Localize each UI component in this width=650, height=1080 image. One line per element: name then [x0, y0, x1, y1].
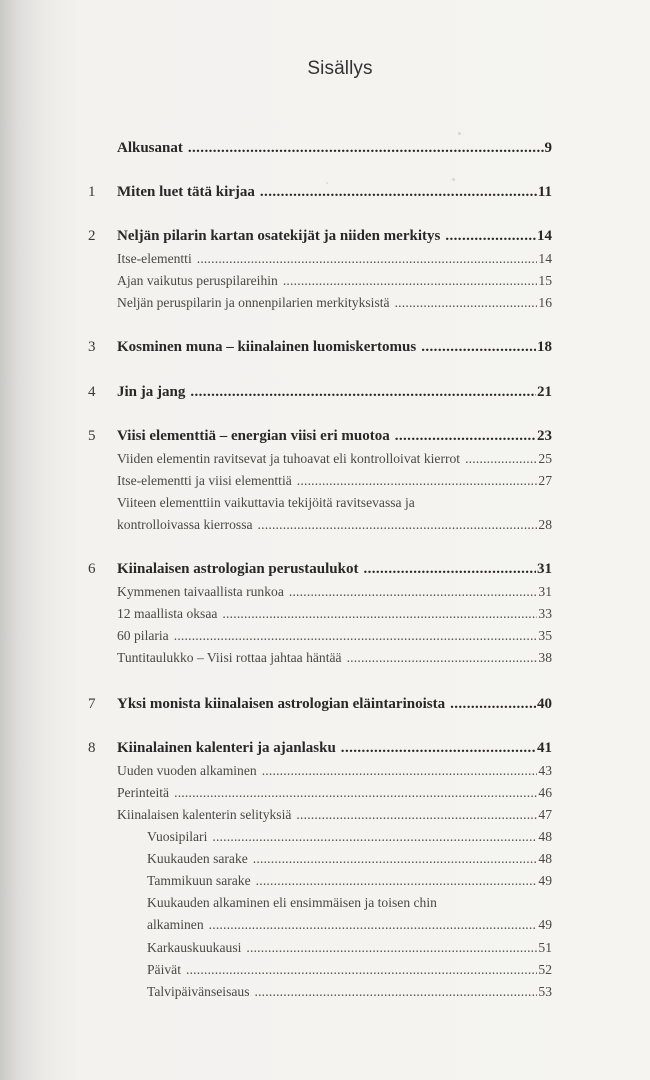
dot-leader [421, 339, 536, 356]
toc-entry-page: 11 [537, 184, 552, 200]
toc-entry-chapter-5[interactable] [88, 428, 552, 448]
dot-leader [209, 917, 538, 933]
toc-entry-title: Itse-elementti [117, 251, 192, 266]
toc-entry-title: Vuosipilari [147, 829, 208, 844]
toc-entry-title: Miten luet tätä kirjaa [117, 184, 255, 200]
toc-entry-subsection[interactable] [147, 940, 552, 960]
toc-entry-page: 40 [537, 696, 552, 712]
toc-entry-title: kontrolloivassa kierrossa [117, 517, 253, 532]
dot-leader [296, 807, 537, 823]
dot-leader [363, 561, 536, 578]
chapter-number: 3 [88, 339, 96, 355]
toc-entry-title: Kiinalaisen kalenterin selityksiä [117, 807, 292, 822]
toc-entry-chapter-2[interactable] [88, 228, 552, 248]
toc-entry-page: 48 [538, 851, 552, 866]
toc-entry-page: 52 [538, 962, 552, 977]
toc-entry-title: Kymmenen taivaallista runkoa [117, 584, 284, 599]
toc-entry-page: 21 [537, 384, 552, 400]
dot-leader [289, 584, 538, 600]
toc-entry-section[interactable] [117, 785, 552, 805]
toc-entry-page: 48 [538, 829, 552, 844]
toc-entry-title: Neljän pilarin kartan osatekijät ja niiden merkitys [117, 228, 441, 244]
dot-leader [256, 873, 538, 889]
toc-entry-subsection[interactable] [147, 962, 552, 982]
toc-entry-subsection[interactable] [147, 984, 552, 1004]
chapter-number: 2 [88, 228, 96, 244]
toc-entry-page: 14 [537, 228, 552, 244]
dot-leader [395, 428, 536, 445]
dot-leader [260, 184, 537, 201]
toc-entry-page: 31 [538, 584, 552, 599]
toc-entry-title: Viisi elementtiä – energian viisi eri muotoa [117, 428, 390, 444]
page-title: Sisällys [307, 58, 373, 79]
dot-leader [283, 273, 538, 289]
toc-entry-section[interactable] [117, 763, 552, 783]
chapter-number: 4 [88, 384, 96, 400]
toc-entry-section[interactable] [117, 517, 552, 537]
toc-entry-title: Viiteen elementtiin vaikuttavia tekijöitä ravitsevassa ja [117, 495, 415, 510]
dot-leader [197, 251, 538, 267]
chapter-number: 6 [88, 561, 96, 577]
toc-entry-chapter-1[interactable] [88, 184, 552, 204]
toc-entry-subsection[interactable] [147, 851, 552, 871]
toc-entry-title: Uuden vuoden alkaminen [117, 763, 257, 778]
paper-speck [458, 132, 461, 135]
toc-entry-title: Päivät [147, 962, 181, 977]
toc-entry-section[interactable] [117, 606, 552, 626]
toc-entry-page: 49 [538, 873, 552, 888]
chapter-number: 1 [88, 184, 96, 200]
toc-entry-section[interactable] [117, 473, 552, 493]
dot-leader [262, 763, 538, 779]
dot-leader [450, 696, 536, 713]
chapter-number: 7 [88, 696, 96, 712]
toc-entry-subsection[interactable] [147, 917, 552, 937]
toc-entry-subsection[interactable] [147, 829, 552, 849]
toc-entry-subsection-wrapped[interactable] [147, 895, 552, 915]
dot-leader [188, 140, 544, 157]
toc-entry-page: 41 [537, 740, 552, 756]
dot-leader [445, 228, 536, 245]
dot-leader [174, 628, 538, 644]
dot-leader [254, 984, 537, 1000]
toc-entry-section[interactable] [117, 251, 552, 271]
toc-entry-page: 23 [537, 428, 552, 444]
toc-entry-section[interactable] [117, 273, 552, 293]
toc-entry-page: 33 [538, 606, 552, 621]
toc-entry-chapter-8[interactable] [88, 740, 552, 760]
dot-leader [174, 785, 537, 801]
toc-entry-title: Kuukauden alkaminen eli ensimmäisen ja toisen chin [147, 895, 437, 910]
dot-leader [297, 473, 538, 489]
toc-entry-title: Karkauskuukausi [147, 940, 242, 955]
toc-entry-section[interactable] [117, 451, 552, 471]
toc-entry-page: 14 [538, 251, 552, 266]
toc-entry-page: 43 [538, 763, 552, 778]
chapter-number: 8 [88, 740, 96, 756]
toc-entry-page: 46 [538, 785, 552, 800]
toc-entry-title: Perinteitä [117, 785, 170, 800]
toc-entry-title: Yksi monista kiinalaisen astrologian eläintarinoista [117, 696, 446, 712]
toc-entry-page: 51 [538, 940, 552, 955]
toc-entry-page: 15 [538, 273, 552, 288]
toc-entry-chapter-4[interactable] [88, 384, 552, 404]
toc-entry-title: Tuntitaulukko – Viisi rottaa jahtaa häntää [117, 650, 342, 665]
toc-entry-title: alkaminen [147, 917, 204, 932]
toc-entry-page: 35 [538, 628, 552, 643]
toc-entry-section[interactable] [117, 584, 552, 604]
toc-entry-page: 9 [544, 140, 552, 156]
toc-entry-page: 18 [537, 339, 552, 355]
toc-entry-title: Kiinalaisen astrologian perustaulukot [117, 561, 359, 577]
toc-entry-title: Ajan vaikutus peruspilareihin [117, 273, 278, 288]
toc-entry-section[interactable] [117, 807, 552, 827]
toc-entry-title: Neljän peruspilarin ja onnenpilarien merkityksistä [117, 295, 390, 310]
toc-entry-page: 38 [538, 650, 552, 665]
toc-entry-page: 27 [538, 473, 552, 488]
toc-entry-subsection[interactable] [147, 873, 552, 893]
dot-leader [258, 517, 538, 533]
chapter-number: 5 [88, 428, 96, 444]
toc-entry-page: 47 [538, 807, 552, 822]
toc-entry-page: 28 [538, 517, 552, 532]
toc-entry-title: 12 maallista oksaa [117, 606, 218, 621]
toc-entry-section[interactable] [117, 628, 552, 648]
toc-entry-title: 60 pilaria [117, 628, 169, 643]
dot-leader [341, 740, 536, 757]
paper-speck [326, 182, 328, 184]
toc-entry-page: 53 [538, 984, 552, 999]
toc-entry-title: Kosminen muna – kiinalainen luomiskertomus [117, 339, 417, 355]
toc-entry-page: 31 [537, 561, 552, 577]
dot-leader [222, 606, 537, 622]
toc-entry-page: 49 [538, 917, 552, 932]
toc-entry-section[interactable] [117, 650, 552, 670]
toc-entry-title: Talvipäivänseisaus [147, 984, 250, 999]
toc-entry-foreword[interactable] [117, 140, 552, 160]
toc-entry-title: Kiinalainen kalenteri ja ajanlasku [117, 740, 336, 756]
toc-entry-page: 25 [538, 451, 552, 466]
dot-leader [186, 962, 537, 978]
dot-leader [465, 451, 537, 467]
toc-entry-title: Tammikuun sarake [147, 873, 251, 888]
toc-entry-title: Itse-elementti ja viisi elementtiä [117, 473, 292, 488]
dot-leader [246, 940, 537, 956]
toc-entry-chapter-6[interactable] [88, 561, 552, 581]
toc-entry-section-wrapped[interactable] [117, 495, 552, 515]
toc-entry-title: Jin ja jang [117, 384, 186, 400]
dot-leader [190, 384, 536, 401]
toc-entry-chapter-3[interactable] [88, 339, 552, 359]
dot-leader [395, 295, 538, 311]
toc-entry-page: 16 [538, 295, 552, 310]
toc-entry-section[interactable] [117, 295, 552, 315]
paper-speck [452, 178, 455, 181]
toc-entry-title: Kuukauden sarake [147, 851, 248, 866]
toc-entry-title: Viiden elementin ravitsevat ja tuhoavat eli kontrolloivat kierrot [117, 451, 461, 466]
toc-entry-chapter-7[interactable] [88, 696, 552, 716]
dot-leader [347, 650, 538, 666]
toc-entry-title: Alkusanat [117, 140, 183, 156]
dot-leader [212, 829, 537, 845]
dot-leader [253, 851, 538, 867]
